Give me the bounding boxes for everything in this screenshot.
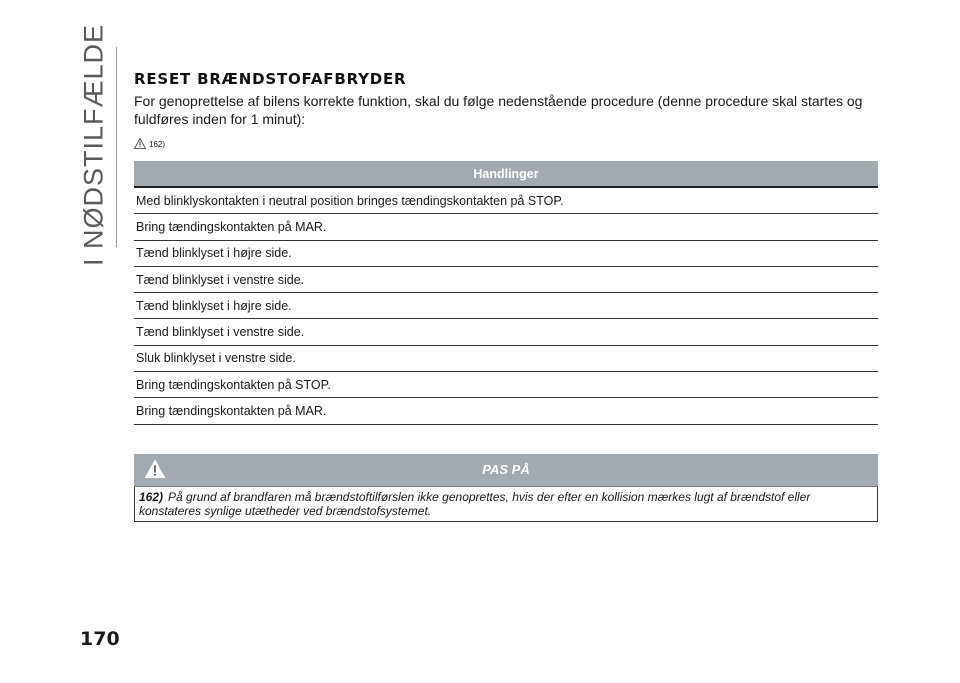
table-cell: Sluk blinklyset i venstre side. xyxy=(134,345,878,371)
chapter-title-text: I NØDSTILFÆLDE xyxy=(78,23,109,267)
warning-triangle-icon xyxy=(134,138,146,149)
table-row xyxy=(134,240,878,266)
caution-box xyxy=(134,454,878,522)
table-header: Handlinger xyxy=(134,161,878,187)
table-row xyxy=(134,372,878,398)
section-title: RESET BRÆNDSTOFAFBRYDER xyxy=(134,70,407,88)
table-header-row xyxy=(134,161,878,187)
section-intro: For genoprettelse af bilens korrekte funktion, skal du følge nedenstående procedure (denne procedure skal startes og fuldføres inden for 1 minut): xyxy=(134,93,863,127)
caution-number: 162) xyxy=(139,489,164,504)
chapter-side-title xyxy=(76,23,112,267)
table-cell: Med blinklyskontakten i neutral position bringes tændingskontakten på STOP. xyxy=(134,187,878,214)
table-cell: Bring tændingskontakten på MAR. xyxy=(134,214,878,240)
table-cell: Bring tændingskontakten på STOP. xyxy=(134,372,878,398)
caution-title: PAS PÅ xyxy=(482,461,530,477)
table-row xyxy=(134,187,878,214)
chapter-divider xyxy=(116,47,117,247)
table-cell: Tænd blinklyset i højre side. xyxy=(134,293,878,319)
caution-header xyxy=(134,454,878,487)
table-row xyxy=(134,319,878,345)
warning-reference xyxy=(134,133,878,149)
table-row xyxy=(134,293,878,319)
page-number: 170 xyxy=(80,628,120,650)
table-row xyxy=(134,266,878,292)
main-content xyxy=(134,70,878,522)
table-row xyxy=(134,214,878,240)
caution-body xyxy=(134,487,878,522)
table-cell: Tænd blinklyset i venstre side. xyxy=(134,319,878,345)
caution-text: På grund af brandfaren må brændstoftilførslen ikke genoprettes, hvis der efter en kollision mærkes lugt af brændstof eller konstateres synlige utætheder ved brændstofsystemet. xyxy=(139,489,811,518)
table-cell: Bring tændingskontakten på MAR. xyxy=(134,398,878,424)
procedure-table xyxy=(134,161,878,425)
reference-number: 162) xyxy=(149,140,166,149)
table-cell: Tænd blinklyset i højre side. xyxy=(134,240,878,266)
table-row xyxy=(134,345,878,371)
table-row xyxy=(134,398,878,424)
table-cell: Tænd blinklyset i venstre side. xyxy=(134,266,878,292)
